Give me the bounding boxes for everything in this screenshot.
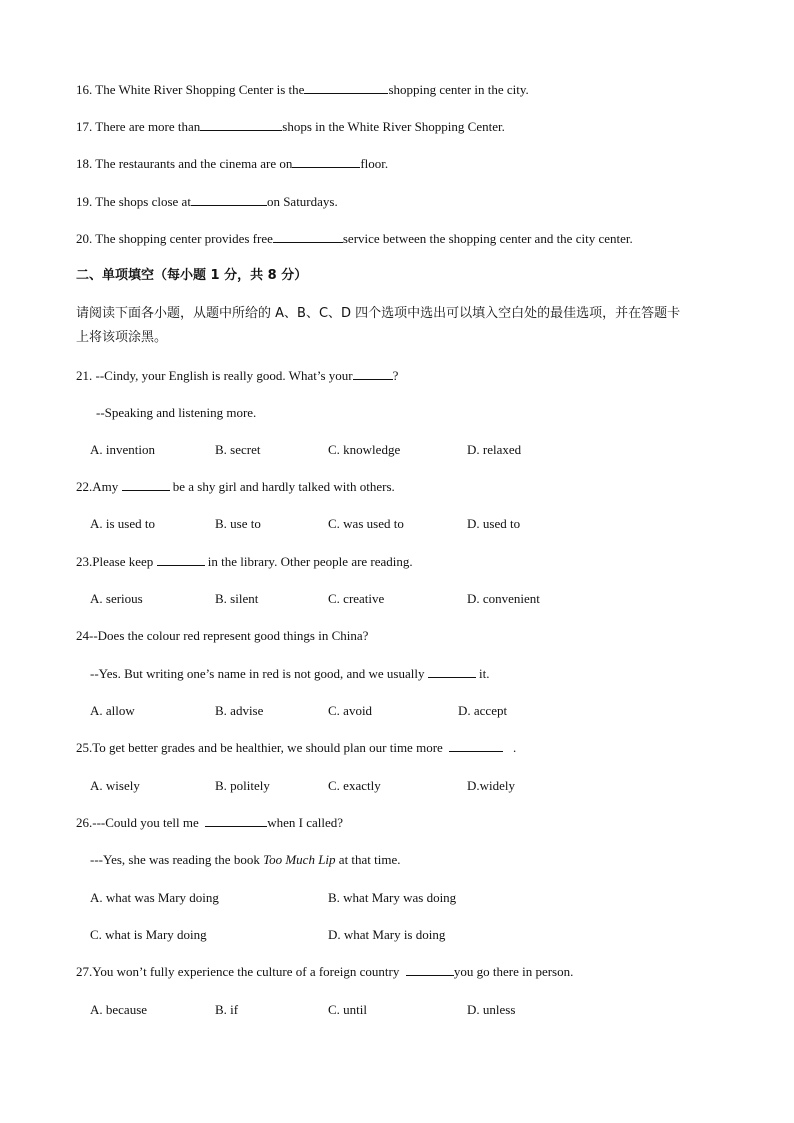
option-c[interactable]: C. exactly bbox=[328, 778, 381, 793]
question-26 bbox=[76, 814, 343, 832]
option-b[interactable]: B. secret bbox=[215, 442, 261, 457]
question-21-reply: --Speaking and listening more. bbox=[96, 405, 257, 420]
question-20 bbox=[76, 230, 633, 248]
answer-blank bbox=[428, 665, 476, 678]
question-27-text: 27.You won’t fully experience the culture of a foreign country bbox=[76, 964, 400, 979]
question-19-text-end: on Saturdays. bbox=[266, 194, 338, 209]
option-a[interactable]: A. serious bbox=[90, 591, 143, 606]
answer-blank bbox=[191, 193, 267, 206]
answer-blank bbox=[353, 367, 393, 380]
option-c[interactable]: C. until bbox=[328, 1002, 368, 1017]
question-20-text: 20. The shopping center provides free bbox=[76, 231, 273, 246]
question-24: 24--Does the colour red represent good things in China? bbox=[76, 628, 369, 643]
answer-blank bbox=[273, 230, 343, 243]
question-25-text: 25.To get better grades and be healthier, we should plan our time more bbox=[76, 740, 443, 755]
option-d[interactable]: D. unless bbox=[467, 1002, 516, 1017]
answer-blank bbox=[205, 814, 267, 827]
question-17-text-end: shops in the White River Shopping Center. bbox=[282, 119, 505, 134]
book-title: Too Much Lip bbox=[263, 852, 336, 867]
option-a[interactable]: A. what was Mary doing bbox=[90, 890, 219, 905]
option-b[interactable]: B. advise bbox=[215, 703, 264, 718]
option-d[interactable]: D.widely bbox=[467, 778, 516, 793]
option-d[interactable]: D. used to bbox=[467, 516, 521, 531]
option-a[interactable]: A. invention bbox=[90, 442, 155, 457]
option-a[interactable]: A. because bbox=[90, 1002, 148, 1017]
answer-blank bbox=[292, 155, 360, 168]
answer-blank bbox=[406, 963, 454, 976]
question-27 bbox=[76, 963, 573, 981]
option-a[interactable]: A. is used to bbox=[90, 516, 155, 531]
question-19 bbox=[76, 193, 338, 211]
question-18-text-end: floor. bbox=[360, 156, 389, 171]
option-b[interactable]: B. use to bbox=[215, 516, 261, 531]
question-22-text: 22.Amy bbox=[76, 479, 119, 494]
question-25 bbox=[76, 739, 516, 757]
question-25-text-end: . bbox=[513, 740, 517, 755]
question-16 bbox=[76, 81, 529, 99]
option-c[interactable]: C. knowledge bbox=[328, 442, 401, 457]
question-17-text: 17. There are more than bbox=[76, 119, 201, 134]
section-heading: 二、单项填空（每小题 1 分，共 8 分） bbox=[76, 268, 308, 283]
option-b[interactable]: B. if bbox=[215, 1002, 239, 1017]
question-26-text-end: when I called? bbox=[267, 815, 344, 830]
option-a[interactable]: A. allow bbox=[90, 703, 135, 718]
answer-blank bbox=[200, 118, 282, 131]
option-b[interactable]: B. silent bbox=[215, 591, 259, 606]
section-instructions: 请阅读下面各小题，从题中所给的 A、B、C、D 四个选项中选出可以填入空白处的最佳选项，并在答题卡 bbox=[76, 306, 681, 321]
question-20-text-end: service between the shopping center and the city center. bbox=[342, 231, 633, 246]
option-c[interactable]: C. was used to bbox=[328, 516, 404, 531]
question-27-text-end: you go there in person. bbox=[453, 964, 574, 979]
answer-blank bbox=[304, 81, 388, 94]
option-d[interactable]: D. relaxed bbox=[467, 442, 522, 457]
question-26-reply-text: ---Yes, she was reading the book bbox=[90, 852, 260, 867]
option-c[interactable]: C. what is Mary doing bbox=[90, 927, 207, 942]
question-23-text-end: in the library. Other people are reading. bbox=[207, 554, 413, 569]
option-c[interactable]: C. avoid bbox=[328, 703, 373, 718]
question-18 bbox=[76, 155, 388, 173]
answer-blank bbox=[157, 553, 205, 566]
question-23-text: 23.Please keep bbox=[76, 554, 154, 569]
option-b[interactable]: B. politely bbox=[215, 778, 270, 793]
question-22 bbox=[76, 478, 395, 496]
question-16-text: 16. The White River Shopping Center is the bbox=[76, 82, 305, 97]
option-d[interactable]: D. what Mary is doing bbox=[328, 927, 446, 942]
question-24-reply-end: it. bbox=[478, 666, 490, 681]
question-24-reply bbox=[90, 665, 489, 683]
question-21-text: 21. --Cindy, your English is really good. What’s your bbox=[76, 368, 353, 383]
option-c[interactable]: C. creative bbox=[328, 591, 385, 606]
question-26-reply bbox=[90, 851, 401, 869]
question-24-reply-text: --Yes. But writing one’s name in red is not good, and we usually bbox=[90, 666, 425, 681]
question-18-text: 18. The restaurants and the cinema are on bbox=[76, 156, 293, 171]
answer-blank bbox=[449, 739, 503, 752]
question-26-reply-end: at that time. bbox=[338, 852, 401, 867]
question-23 bbox=[76, 553, 413, 571]
question-16-text-end: shopping center in the city. bbox=[388, 82, 529, 97]
option-d[interactable]: D. convenient bbox=[467, 591, 540, 606]
answer-blank bbox=[122, 478, 170, 491]
question-26-text: 26.---Could you tell me bbox=[76, 815, 199, 830]
option-a[interactable]: A. wisely bbox=[90, 778, 140, 793]
option-b[interactable]: B. what Mary was doing bbox=[328, 890, 457, 905]
question-21 bbox=[76, 367, 398, 385]
question-19-text: 19. The shops close at bbox=[76, 194, 191, 209]
section-instructions-cont: 上将该项涂黑。 bbox=[76, 330, 168, 345]
option-d[interactable]: D. accept bbox=[458, 703, 508, 718]
question-21-text-end: ? bbox=[392, 368, 399, 383]
question-17 bbox=[76, 118, 505, 136]
question-22-text-end: be a shy girl and hardly talked with others. bbox=[172, 479, 395, 494]
